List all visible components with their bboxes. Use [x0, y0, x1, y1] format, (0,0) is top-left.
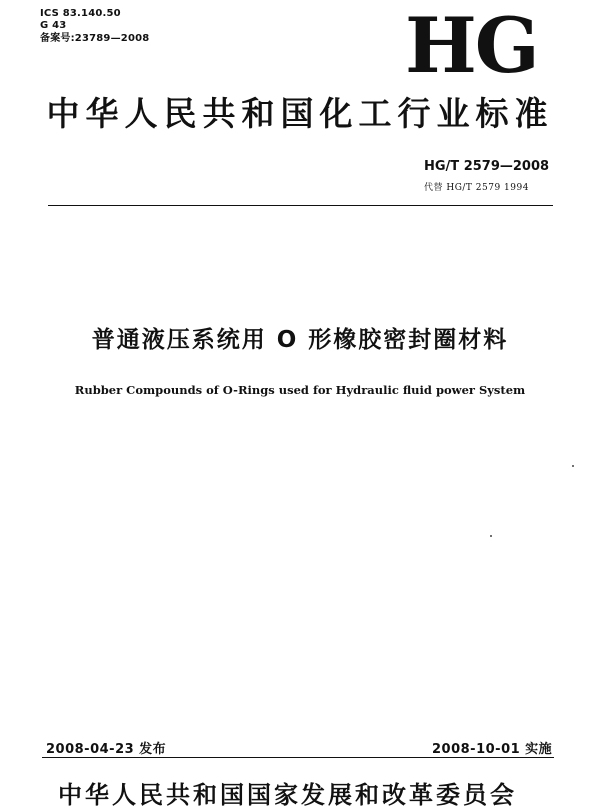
publish-date: 2008-04-23 发布: [46, 742, 167, 757]
document-title-cn: 普通液压系统用 O 形橡胶密封圈材料: [91, 327, 509, 353]
scan-speck: [490, 535, 492, 537]
document-title-en: Rubber Compounds of O-Rings used for Hydraulic fluid power System: [74, 383, 526, 397]
standard-number: HG/T 2579—2008: [424, 159, 550, 174]
ics-code: ICS 83.140.50: [40, 8, 121, 19]
standard-category-title: 中华人民共和国化工行业标准: [46, 94, 554, 133]
implement-date: 2008-10-01 实施: [432, 742, 553, 757]
hg-logo: HG: [405, 1, 538, 90]
footer-divider: [42, 757, 554, 758]
replaces-standard: 代替 HG/T 2579 1994: [424, 183, 529, 193]
scan-speck: [572, 465, 574, 467]
filing-number: 备案号:23789—2008: [40, 33, 150, 44]
issuing-authority: 中华人民共和国国家发展和改革委员会: [58, 780, 517, 809]
header-divider: [48, 205, 553, 206]
ccs-code: G 43: [40, 20, 67, 31]
